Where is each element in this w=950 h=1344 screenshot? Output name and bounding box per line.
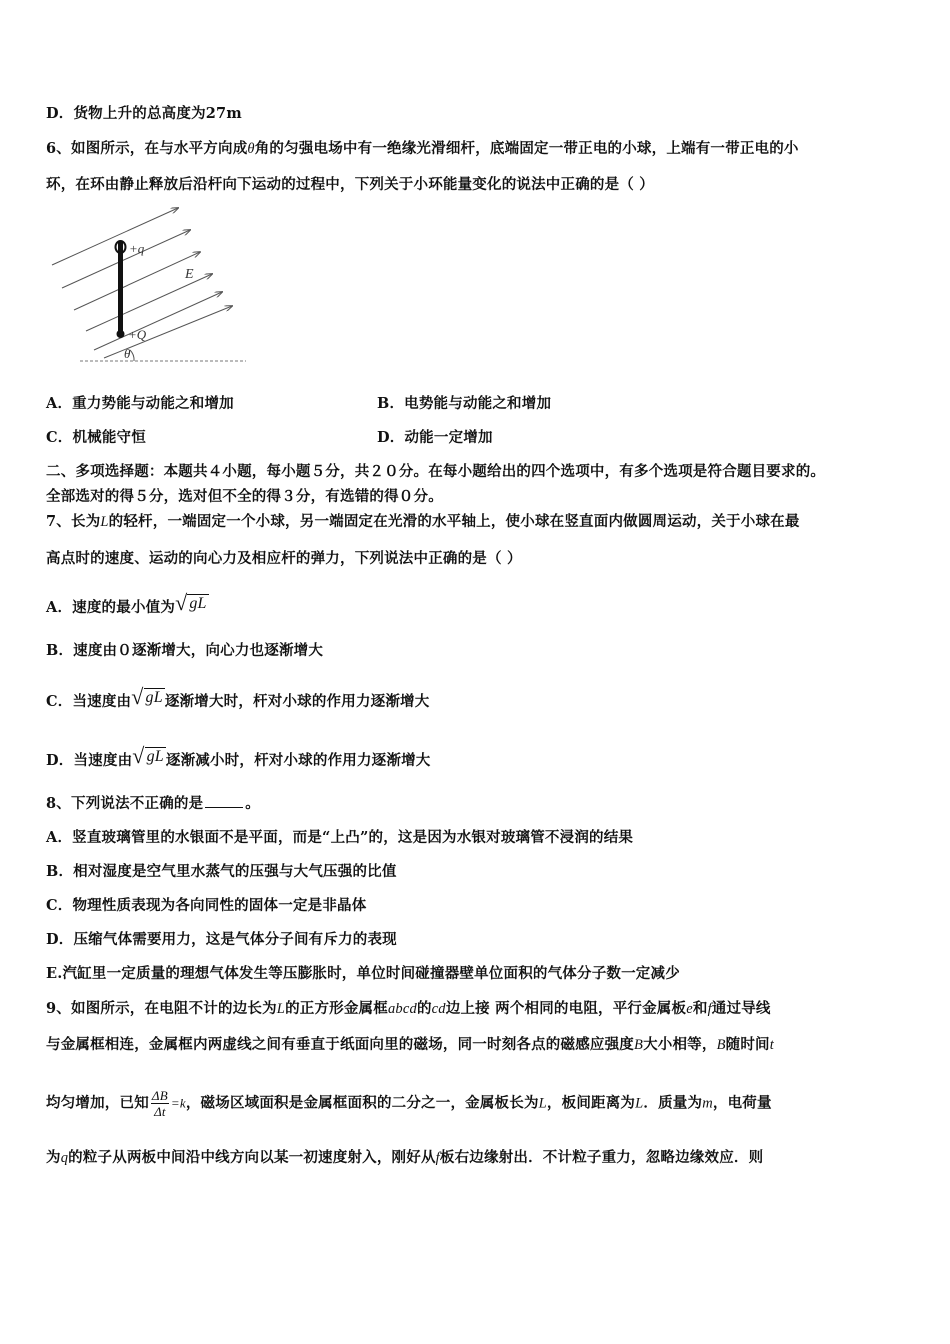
section2-line1: 二、多项选择题：本题共４小题，每小题５分，共２０分。在每小题给出的四个选项中，有多个选项是符合题目要求的。 [46, 463, 826, 480]
sqrt-gL: √ gL [131, 684, 163, 709]
q6-option-a: A．重力势能与动能之和增加 [46, 395, 234, 412]
answer-blank [205, 795, 243, 808]
q6-option-c: C．机械能守恒 [46, 429, 146, 446]
ball-label: +Q [128, 327, 147, 342]
angle-arc [130, 350, 134, 361]
q6-stem-line2: 环，在环由静止释放后沿杆向下运动的过程中，下列关于小环能量变化的说法中正确的是（ ） [46, 176, 654, 193]
q8-stem: 8、下列说法不正确的是 。 [46, 795, 260, 812]
q8-option-d: D．压缩气体需要用力，这是气体分子间有斥力的表现 [46, 931, 397, 948]
q6-figure-electric-field-rod [50, 200, 250, 370]
q5-option-d: D．货物上升的总高度为27m [46, 105, 242, 122]
q7-option-a: A．速度的最小值为√ gL [46, 590, 207, 616]
q8-option-c: C．物理性质表现为各向同性的固体一定是非晶体 [46, 897, 367, 914]
q7-stem-line1: 7、长为L的轻杆，一端固定一个小球，另一端固定在光滑的水平轴上，使小球在竖直面内做圆周运动，关于小球在最 [46, 513, 800, 530]
q9-stem-line3: 均匀增加，已知 $\frac{\Delta B}{\Delta t}$ =k，磁场区域面积是金属框面积的二分之一，金属板长为L，板间距离为L．质量为m，电荷量 [46, 1088, 772, 1119]
q8-option-a: A．竖直玻璃管里的水银面不是平面，而是“上凸”的，这是因为水银对玻璃管不浸润的结果 [46, 829, 634, 846]
insulating-rod [118, 242, 123, 334]
section2-line2: 全部选对的得５分，选对但不全的得３分，有选错的得０分。 [46, 488, 443, 505]
q8-option-e: E.汽缸里一定质量的理想气体发生等压膨胀时，单位时间碰撞器壁单位面积的气体分子数一定减少 [46, 965, 680, 982]
q9-stem-line2: 与金属框相连，金属框内两虚线之间有垂直于纸面向里的磁场，同一时刻各点的磁感应强度B大小相等，B随时间t [46, 1036, 774, 1053]
angle-label: θ [124, 346, 131, 361]
q8-option-b: B．相对湿度是空气里水蒸气的压强与大气压强的比值 [46, 863, 397, 880]
q7-option-c: C．当速度由√ gL 逐渐增大时，杆对小球的作用力逐渐增大 [46, 684, 430, 710]
q9-stem-line1: 9、如图所示，在电阻不计的边长为L的正方形金属框abcd的cd边上接 两个相同的电阻，平行金属板e和f通过导线 [46, 1000, 771, 1017]
ring-label: +q [129, 241, 145, 256]
sqrt-gL: √ gL [132, 743, 164, 768]
fraction-dB-dt: $\frac{\Delta B}{\Delta t}$ [151, 1088, 168, 1119]
q6-option-b: B．电势能与动能之和增加 [377, 395, 552, 412]
q7-option-d: D．当速度由√ gL 逐渐减小时，杆对小球的作用力逐渐增大 [46, 743, 431, 769]
ball [117, 330, 125, 338]
q7-option-b: B．速度由０逐渐增大，向心力也逐渐增大 [46, 642, 324, 659]
q7-stem-line2: 高点时的速度、运动的向心力及相应杆的弹力，下列说法中正确的是（ ） [46, 550, 522, 567]
q9-stem-line4: 为q的粒子从两板中间沿中线方向以某一初速度射入，刚好从f板右边缘射出．不计粒子重力，忽略边缘效应．则 [46, 1149, 764, 1166]
q6-option-d: D．动能一定增加 [377, 429, 493, 446]
sqrt-gL: √ gL [175, 590, 207, 615]
field-label: E [185, 267, 194, 282]
q6-stem-line1: 6、如图所示，在与水平方向成θ角的匀强电场中有一绝缘光滑细杆，底端固定一带正电的小球，上端有一带正电的小 [46, 140, 799, 157]
